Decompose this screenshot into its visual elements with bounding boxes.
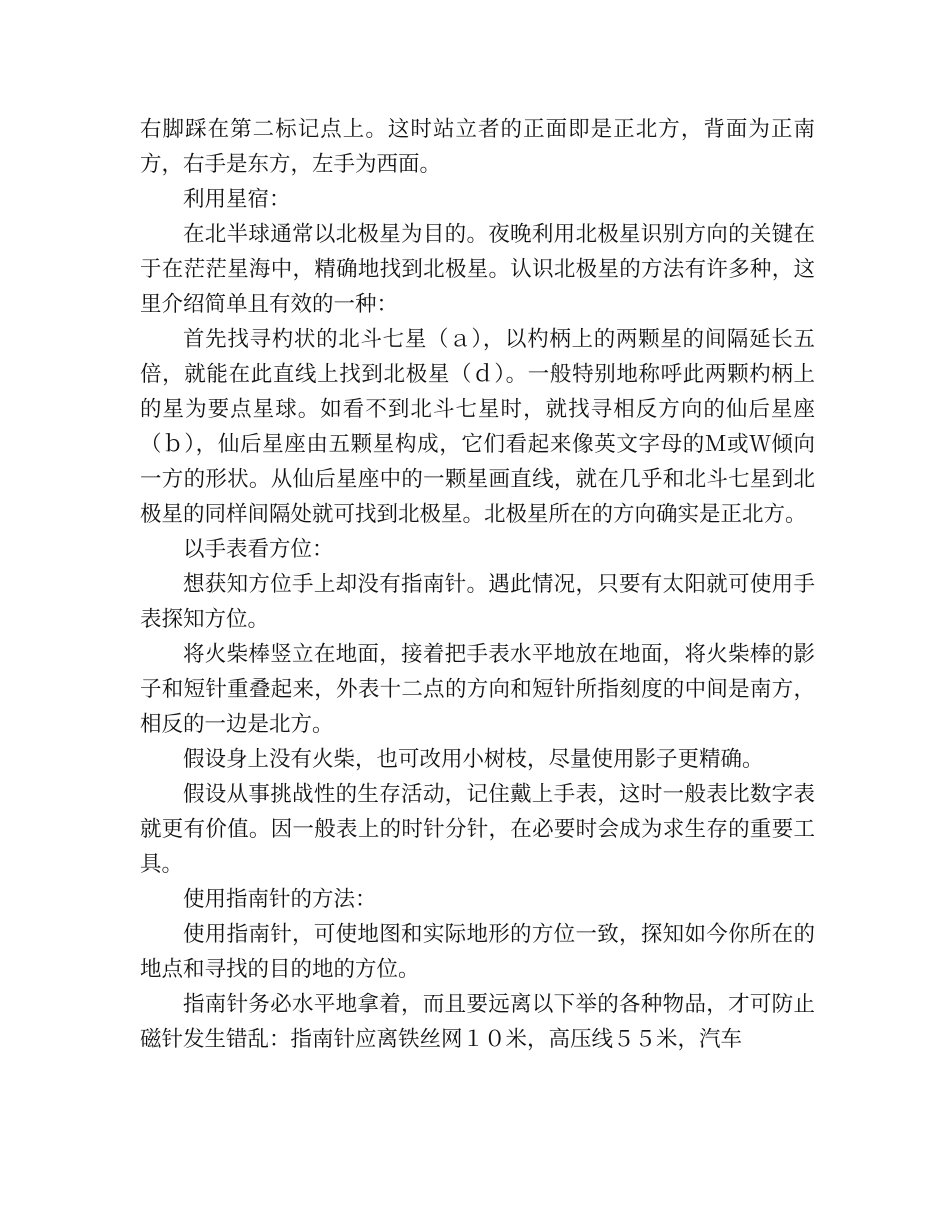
paragraph-north-star-intro: 在北半球通常以北极星为目的。夜晚利用北极星识别方向的关键在于在茫茫星海中，精确地找到北极星。认识北极星的方法有许多种，这里介绍简单且有效的一种： bbox=[140, 222, 815, 317]
document-page bbox=[140, 112, 815, 1057]
paragraph-big-dipper-method: 首先找寻杓状的北斗七星（ａ），以杓柄上的两颗星的间隔延长五倍，就能在此直线上找到北极星（ｄ）。一般特别地称呼此两颗杓柄上的星为要点星球。如看不到北斗七星时，就找寻相反方向的仙后星座（ｂ），仙后星座由五颗星构成，它们看起来像英文字母的Ｍ或Ｗ倾向一方的形状。从仙后星座中的一颗星画直线，就在几乎和北斗七星到北极星的同样间隔处就可找到北极星。北极星所在的方向确实是正北方。 bbox=[140, 327, 815, 527]
heading-compass-usage: 使用指南针的方法： bbox=[183, 887, 377, 912]
paragraph-orientation-standing: 右脚踩在第二标记点上。这时站立者的正面即是正北方，背面为正南方，右手是东方，左手为西面。 bbox=[140, 117, 815, 177]
paragraph-compass-interference: 指南针务必水平地拿着，而且要远离以下举的各种物品，才可防止磁针发生错乱：指南针应离铁丝网１０米，高压线５５米，汽车 bbox=[140, 992, 815, 1052]
heading-using-stars: 利用星宿： bbox=[183, 187, 291, 212]
paragraph-watch-intro: 想获知方位手上却没有指南针。遇此情况，只要有太阳就可使用手表探知方位。 bbox=[140, 572, 815, 632]
paragraph-twig-alternative: 假设身上没有火柴，也可改用小树枝，尽量使用影子更精确。 bbox=[183, 747, 764, 772]
paragraph-match-shadow-method: 将火柴棒竖立在地面，接着把手表水平地放在地面，将火柴棒的影子和短针重叠起来，外表十二点的方向和短针所指刻度的中间是南方，相反的一边是北方。 bbox=[140, 642, 815, 737]
heading-watch-direction: 以手表看方位： bbox=[183, 537, 334, 562]
paragraph-analog-watch-value: 假设从事挑战性的生存活动，记住戴上手表，这时一般表比数字表就更有价值。因一般表上的时针分针，在必要时会成为求生存的重要工具。 bbox=[140, 782, 815, 877]
paragraph-compass-map-alignment: 使用指南针，可使地图和实际地形的方位一致，探知如今你所在的地点和寻找的目的地的方位。 bbox=[140, 922, 815, 982]
